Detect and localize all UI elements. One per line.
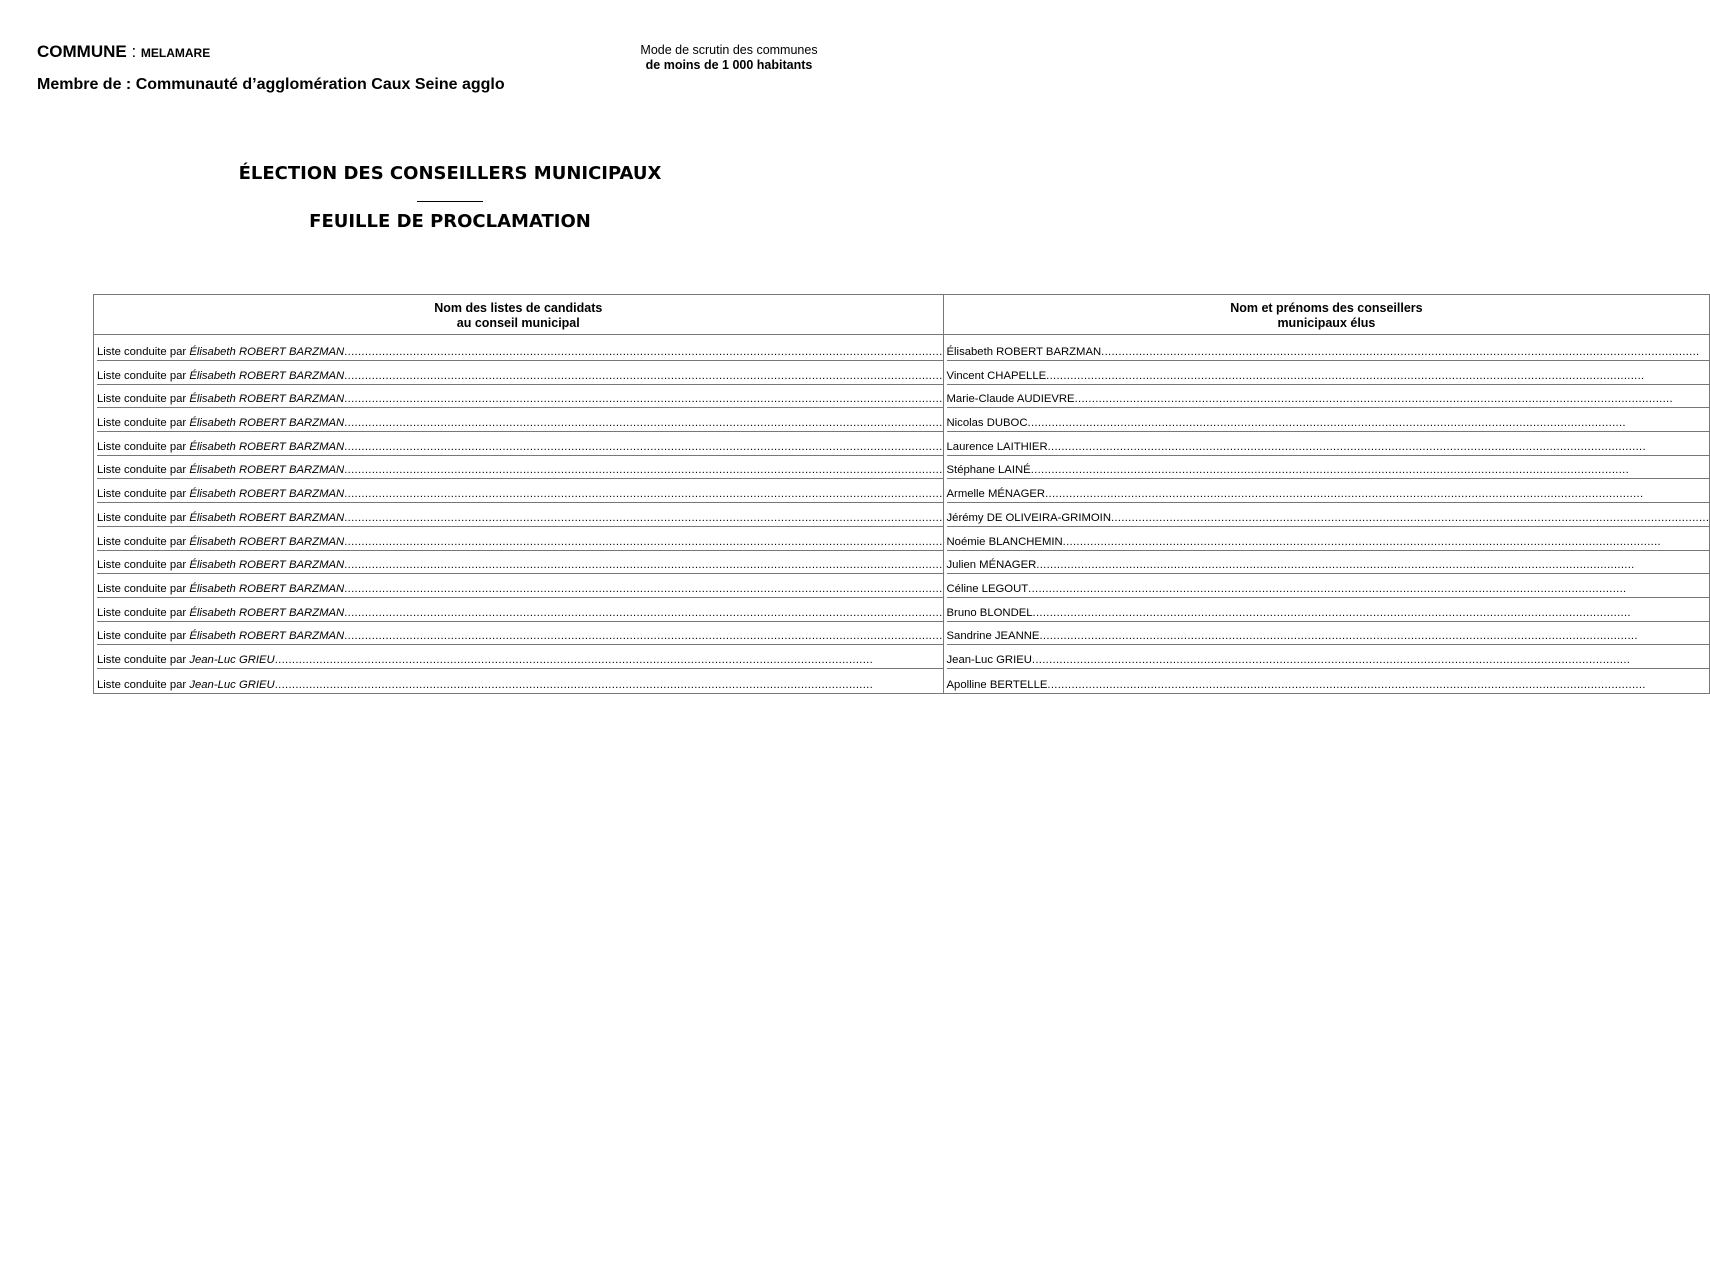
list-prefix: Liste conduite par xyxy=(97,630,190,643)
dot-leader xyxy=(344,630,942,643)
elected-cell xyxy=(943,669,1710,693)
list-cell xyxy=(94,645,944,669)
list-prefix: Liste conduite par xyxy=(97,511,190,524)
elected-cell-content xyxy=(947,441,1710,456)
elected-cell xyxy=(943,456,1710,480)
commune-separator: : xyxy=(126,42,141,61)
header-elected-line1: Nom et prénoms des conseillers xyxy=(1230,300,1423,315)
list-cell xyxy=(94,503,944,527)
elected-cell-content xyxy=(947,607,1710,622)
elected-cell-content xyxy=(947,464,1710,479)
elected-cell xyxy=(943,551,1710,575)
elected-name: Noémie BLANCHEMIN xyxy=(946,535,1063,548)
list-prefix: Liste conduite par xyxy=(97,417,190,430)
elected-cell xyxy=(943,335,1710,362)
list-cell xyxy=(94,479,944,503)
list-cell xyxy=(94,335,944,362)
elected-name: Céline LEGOUT xyxy=(946,582,1029,595)
list-cell-content xyxy=(97,654,943,669)
list-leader: Élisabeth ROBERT BARZMAN xyxy=(189,630,345,643)
list-leader: Élisabeth ROBERT BARZMAN xyxy=(189,417,345,430)
elected-cell-content xyxy=(947,512,1710,527)
elected-name: Bruno BLONDEL xyxy=(946,606,1033,619)
dot-leader xyxy=(1028,417,1710,430)
list-prefix: Liste conduite par xyxy=(97,393,190,406)
list-cell-content xyxy=(97,607,943,622)
list-leader: Élisabeth ROBERT BARZMAN xyxy=(189,559,345,572)
elected-name: Laurence LAITHIER xyxy=(946,440,1048,453)
elected-name: Vincent CHAPELLE xyxy=(946,369,1047,382)
list-cell-content xyxy=(97,488,943,503)
list-prefix: Liste conduite par xyxy=(97,678,190,691)
elected-cell-content xyxy=(947,583,1710,598)
elected-cell xyxy=(943,598,1710,622)
elected-name: Stéphane LAINÉ xyxy=(946,464,1031,477)
elected-cell xyxy=(943,574,1710,598)
dot-leader xyxy=(344,464,942,477)
list-prefix: Liste conduite par xyxy=(97,535,190,548)
elected-cell xyxy=(943,645,1710,669)
dot-leader xyxy=(275,654,943,667)
dot-leader xyxy=(344,607,942,620)
list-cell xyxy=(94,551,944,575)
title-divider xyxy=(417,201,483,202)
list-prefix: Liste conduite par xyxy=(97,606,190,619)
elected-name: Jérémy DE OLIVEIRA-GRIMOIN xyxy=(946,511,1111,524)
dot-leader xyxy=(275,679,943,692)
dot-leader xyxy=(1101,346,1709,359)
elected-name: Jean-Luc GRIEU xyxy=(946,653,1032,666)
list-cell xyxy=(94,669,944,693)
table-row xyxy=(94,622,1710,646)
dot-leader xyxy=(344,393,942,406)
elected-cell-content xyxy=(947,679,1710,693)
list-cell-content xyxy=(97,536,943,551)
elected-name: Marie-Claude AUDIEVRE xyxy=(946,393,1075,406)
list-leader: Jean-Luc GRIEU xyxy=(189,678,275,691)
member-line: Membre de : Communauté d’agglomération Caux Seine agglo xyxy=(37,76,505,93)
table-body xyxy=(94,335,1710,694)
dot-leader xyxy=(1032,654,1709,667)
dot-leader xyxy=(344,559,942,572)
list-cell-content xyxy=(97,417,943,432)
list-leader: Élisabeth ROBERT BARZMAN xyxy=(189,393,345,406)
dot-leader xyxy=(1063,536,1710,549)
commune-name: MELAMARE xyxy=(140,46,211,60)
list-cell xyxy=(94,408,944,432)
dot-leader xyxy=(344,370,942,383)
page-subtitle: FEUILLE DE PROCLAMATION xyxy=(309,211,591,232)
elected-cell-content xyxy=(947,370,1710,385)
dot-leader xyxy=(344,346,942,359)
table-row xyxy=(94,503,1710,527)
dot-leader xyxy=(1046,370,1709,383)
list-cell-content xyxy=(97,559,943,574)
list-leader: Élisabeth ROBERT BARZMAN xyxy=(189,488,345,501)
elected-cell xyxy=(943,479,1710,503)
list-cell xyxy=(94,432,944,456)
list-cell xyxy=(94,361,944,385)
table-row xyxy=(94,335,1710,362)
list-cell-content xyxy=(97,679,943,693)
list-prefix: Liste conduite par xyxy=(97,346,190,358)
list-cell-content xyxy=(97,583,943,598)
elected-cell xyxy=(943,408,1710,432)
elected-cell-content xyxy=(947,559,1710,574)
list-cell-content xyxy=(97,346,943,361)
list-cell-content xyxy=(97,370,943,385)
table-row xyxy=(94,551,1710,575)
dot-leader xyxy=(344,583,942,596)
list-cell xyxy=(94,385,944,409)
elected-cell-content xyxy=(947,630,1710,645)
dot-leader xyxy=(344,417,942,430)
list-cell-content xyxy=(97,630,943,645)
dot-leader xyxy=(344,441,942,454)
table-row xyxy=(94,408,1710,432)
list-prefix: Liste conduite par xyxy=(97,559,190,572)
elected-cell xyxy=(943,385,1710,409)
list-prefix: Liste conduite par xyxy=(97,369,190,382)
list-prefix: Liste conduite par xyxy=(97,582,190,595)
list-leader: Élisabeth ROBERT BARZMAN xyxy=(189,464,345,477)
table-row xyxy=(94,479,1710,503)
commune-label: COMMUNE xyxy=(37,42,127,61)
elected-name: Armelle MÉNAGER xyxy=(946,488,1046,501)
elected-cell xyxy=(943,361,1710,385)
list-cell xyxy=(94,527,944,551)
header-lists xyxy=(94,295,944,335)
elected-name: Julien MÉNAGER xyxy=(946,559,1037,572)
voting-mode-line1: Mode de scrutin des communes xyxy=(640,43,818,57)
list-prefix: Liste conduite par xyxy=(97,653,190,666)
dot-leader xyxy=(344,512,942,525)
table-row xyxy=(94,456,1710,480)
table-row xyxy=(94,432,1710,456)
elected-cell-content xyxy=(947,346,1710,361)
elected-cell-content xyxy=(947,536,1710,551)
dot-leader xyxy=(1028,583,1709,596)
table-row xyxy=(94,361,1710,385)
table-row xyxy=(94,645,1710,669)
list-leader: Élisabeth ROBERT BARZMAN xyxy=(189,369,345,382)
list-prefix: Liste conduite par xyxy=(97,464,190,477)
commune-line xyxy=(37,42,210,62)
dot-leader xyxy=(1045,488,1709,501)
voting-mode xyxy=(599,43,859,73)
table-header-row xyxy=(94,295,1710,335)
list-cell-content xyxy=(97,464,943,479)
list-prefix: Liste conduite par xyxy=(97,488,190,501)
elected-cell xyxy=(943,432,1710,456)
elected-name: Apolline BERTELLE xyxy=(946,678,1048,691)
header-elected-line2: municipaux élus xyxy=(1277,315,1376,330)
list-cell-content xyxy=(97,512,943,527)
list-cell-content xyxy=(97,441,943,456)
elected-cell-content xyxy=(947,393,1710,408)
list-leader: Élisabeth ROBERT BARZMAN xyxy=(189,346,345,358)
voting-mode-line2: de moins de 1 000 habitants xyxy=(645,58,813,72)
elected-cell-content xyxy=(947,654,1710,669)
table-row xyxy=(94,527,1710,551)
list-leader: Élisabeth ROBERT BARZMAN xyxy=(189,511,345,524)
dot-leader xyxy=(1031,464,1710,477)
dot-leader xyxy=(344,488,942,501)
list-cell xyxy=(94,574,944,598)
list-cell-content xyxy=(97,393,943,408)
page-title: ÉLECTION DES CONSEILLERS MUNICIPAUX xyxy=(238,163,662,184)
list-prefix: Liste conduite par xyxy=(97,440,190,453)
dot-leader xyxy=(1033,607,1710,620)
elected-cell xyxy=(943,503,1710,527)
dot-leader xyxy=(1047,679,1709,692)
elected-name: Sandrine JEANNE xyxy=(946,630,1040,643)
elected-cell-content xyxy=(947,417,1710,432)
list-cell xyxy=(94,598,944,622)
list-leader: Élisabeth ROBERT BARZMAN xyxy=(189,440,345,453)
elected-name: Élisabeth ROBERT BARZMAN xyxy=(946,346,1102,358)
dot-leader xyxy=(1075,393,1710,406)
table-row xyxy=(94,574,1710,598)
header-lists-line1: Nom des listes de candidats xyxy=(434,300,603,315)
list-leader: Élisabeth ROBERT BARZMAN xyxy=(189,535,345,548)
table-row xyxy=(94,598,1710,622)
dot-leader xyxy=(1111,512,1709,525)
dot-leader xyxy=(344,536,942,549)
list-leader: Élisabeth ROBERT BARZMAN xyxy=(189,582,345,595)
dot-leader xyxy=(1036,559,1709,572)
list-cell xyxy=(94,622,944,646)
elected-cell xyxy=(943,527,1710,551)
table-row xyxy=(94,669,1710,693)
dot-leader xyxy=(1048,441,1710,454)
results-table xyxy=(93,294,1710,694)
elected-name: Nicolas DUBOC xyxy=(946,417,1028,430)
list-leader: Jean-Luc GRIEU xyxy=(189,653,275,666)
table-row xyxy=(94,385,1710,409)
dot-leader xyxy=(1039,630,1709,643)
list-cell xyxy=(94,456,944,480)
elected-cell xyxy=(943,622,1710,646)
header-lists-line2: au conseil municipal xyxy=(456,315,580,330)
elected-cell-content xyxy=(947,488,1710,503)
header-elected xyxy=(943,295,1710,335)
list-leader: Élisabeth ROBERT BARZMAN xyxy=(189,606,345,619)
